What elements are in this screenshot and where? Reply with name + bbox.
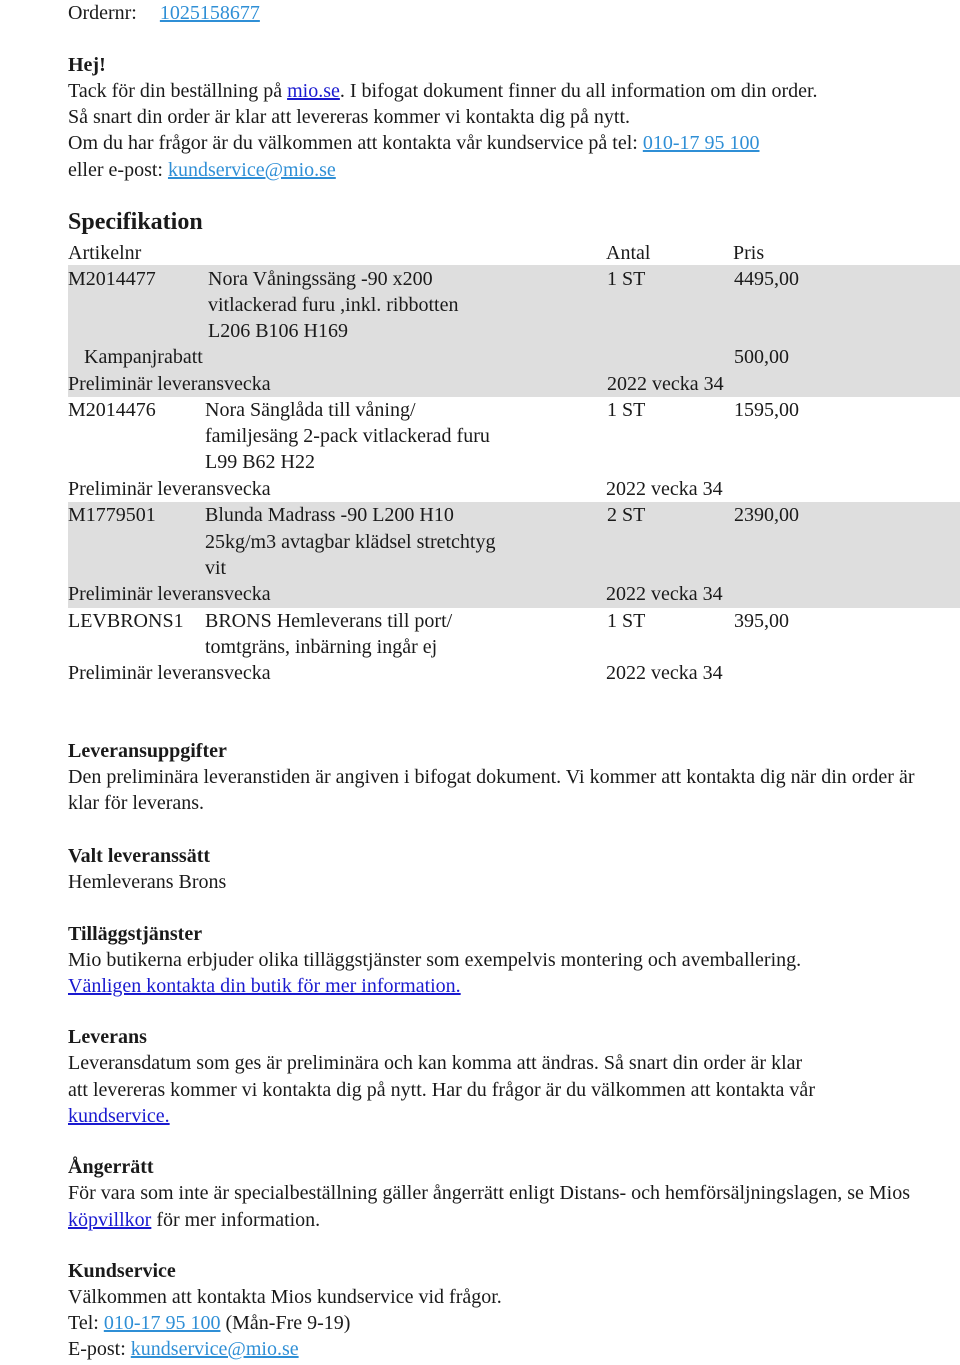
delivery-week-value: 2022 vecka 34 (606, 662, 723, 684)
opening-hours: (Mån-Fre 9-19) (220, 1312, 351, 1334)
section-title-kundservice: Kundservice (68, 1260, 176, 1282)
item-description: tomtgräns, inbärning ingår ej (205, 636, 438, 658)
greeting-text: Tack för din beställning på (68, 80, 288, 102)
item-description: Nora Våningssäng -90 x200 (208, 268, 433, 290)
item-description: vitlackerad furu ,inkl. ribbotten (208, 294, 459, 316)
angerratt-line-2 (68, 1207, 320, 1233)
kundservice-email-row (68, 1336, 299, 1362)
phone-link[interactable]: 010-17 95 100 (642, 132, 760, 154)
item-quantity: 1 ST (607, 399, 646, 421)
delivery-week-value: 2022 vecka 34 (606, 583, 723, 605)
delivery-week-value: 2022 vecka 34 (607, 373, 724, 395)
kundservice-phone-link[interactable]: 010-17 95 100 (103, 1312, 221, 1334)
item-description: familjesäng 2-pack vitlackerad furu (205, 425, 490, 447)
leveransuppgifter-text: Den preliminära leveranstiden är angiven i bifogat dokument. Vi kommer att kontakta dig när din order är (68, 766, 915, 788)
greeting-line-3 (68, 130, 759, 156)
col-header-qty: Antal (606, 242, 651, 264)
delivery-week-label: Preliminär leveransvecka (68, 662, 271, 684)
section-title-valt-leveranssatt: Valt leveranssätt (68, 845, 211, 867)
kundservice-tel-row (68, 1310, 350, 1336)
valt-leveranssatt-value: Hemleverans Brons (68, 871, 227, 893)
leverans-link-row (68, 1103, 170, 1129)
kundservice-link[interactable]: kundservice. (68, 1105, 170, 1127)
delivery-week-label: Preliminär leveransvecka (68, 583, 271, 605)
greeting-text: Om du har frågor är du välkommen att kontakta vår kundservice på tel: (68, 132, 643, 154)
order-label: Ordernr: (68, 2, 137, 24)
order-row (68, 0, 260, 26)
greeting-line-1 (68, 78, 818, 104)
item-description: BRONS Hemleverans till port/ (205, 610, 453, 632)
item-price: 395,00 (734, 610, 789, 632)
item-article-number: M2014477 (68, 268, 156, 290)
leveransuppgifter-text: klar för leverans. (68, 792, 205, 814)
section-title-tillaggstjanster: Tilläggstjänster (68, 923, 203, 945)
angerratt-text: för mer information. (151, 1209, 321, 1231)
col-header-article: Artikelnr (68, 242, 142, 264)
tel-label: Tel: (68, 1312, 104, 1334)
kundservice-text: Välkommen att kontakta Mios kundservice vid frågor. (68, 1286, 502, 1308)
contact-store-link[interactable]: Vänligen kontakta din butik för mer information. (68, 975, 461, 997)
item-quantity: 1 ST (607, 268, 646, 290)
email-label: E-post: (68, 1338, 131, 1360)
section-title-leveransuppgifter: Leveransuppgifter (68, 740, 227, 762)
item-article-number: M2014476 (68, 399, 156, 421)
delivery-week-label: Preliminär leveransvecka (68, 373, 271, 395)
item-article-number: LEVBRONS1 (68, 610, 184, 632)
greeting-text: eller e-post: (68, 159, 168, 181)
item-price: 4495,00 (734, 268, 799, 290)
item-description: Blunda Madrass -90 L200 H10 (205, 504, 454, 526)
item-description: vit (205, 557, 227, 579)
item-description: L206 B106 H169 (208, 320, 348, 342)
item-description: 25kg/m3 avtagbar klädsel stretchtyg (205, 531, 496, 553)
angerratt-text: För vara som inte är specialbeställning gäller ångerrätt enligt Distans- och hemförsäljningslagen, se Mios (68, 1182, 910, 1204)
item-description: Nora Sänglåda till våning/ (205, 399, 416, 421)
item-price: 2390,00 (734, 504, 799, 526)
discount-price: 500,00 (734, 346, 789, 368)
kundservice-email-link[interactable]: kundservice@mio.se (130, 1338, 299, 1360)
item-quantity: 2 ST (607, 504, 646, 526)
leverans-text: Leveransdatum som ges är preliminära och kan komma att ändras. Så snart din order är klar (68, 1052, 803, 1074)
greeting-text: . I bifogat dokument finner du all information om din order. (339, 80, 818, 102)
tillaggstjanster-text: Mio butikerna erbjuder olika tilläggstjänster som exempelvis montering och avemballering. (68, 949, 802, 971)
section-title-leverans: Leverans (68, 1026, 147, 1048)
kopvillkor-link[interactable]: köpvillkor (68, 1209, 152, 1231)
item-description: L99 B62 H22 (205, 451, 315, 473)
order-number-link[interactable]: 1025158677 (159, 2, 260, 24)
greeting-line-4 (68, 157, 336, 183)
item-quantity: 1 ST (607, 610, 646, 632)
tillaggstjanster-link-row (68, 973, 461, 999)
delivery-week-label: Preliminär leveransvecka (68, 478, 271, 500)
col-header-price: Pris (733, 242, 765, 264)
section-title-angerratt: Ångerrätt (68, 1156, 154, 1178)
delivery-week-value: 2022 vecka 34 (606, 478, 723, 500)
mio-site-link[interactable]: mio.se (287, 80, 340, 102)
greeting-line-2: Så snart din order är klar att levereras kommer vi kontakta dig på nytt. (68, 106, 631, 128)
spec-title: Specifikation (68, 209, 203, 235)
item-article-number: M1779501 (68, 504, 156, 526)
item-price: 1595,00 (734, 399, 799, 421)
discount-label: Kampanjrabatt (84, 346, 203, 368)
leverans-text: att levereras kommer vi kontakta dig på nytt. Har du frågor är du välkommen att kontakta vår (68, 1079, 815, 1101)
greeting-hello: Hej! (68, 54, 106, 76)
email-link[interactable]: kundservice@mio.se (167, 159, 336, 181)
